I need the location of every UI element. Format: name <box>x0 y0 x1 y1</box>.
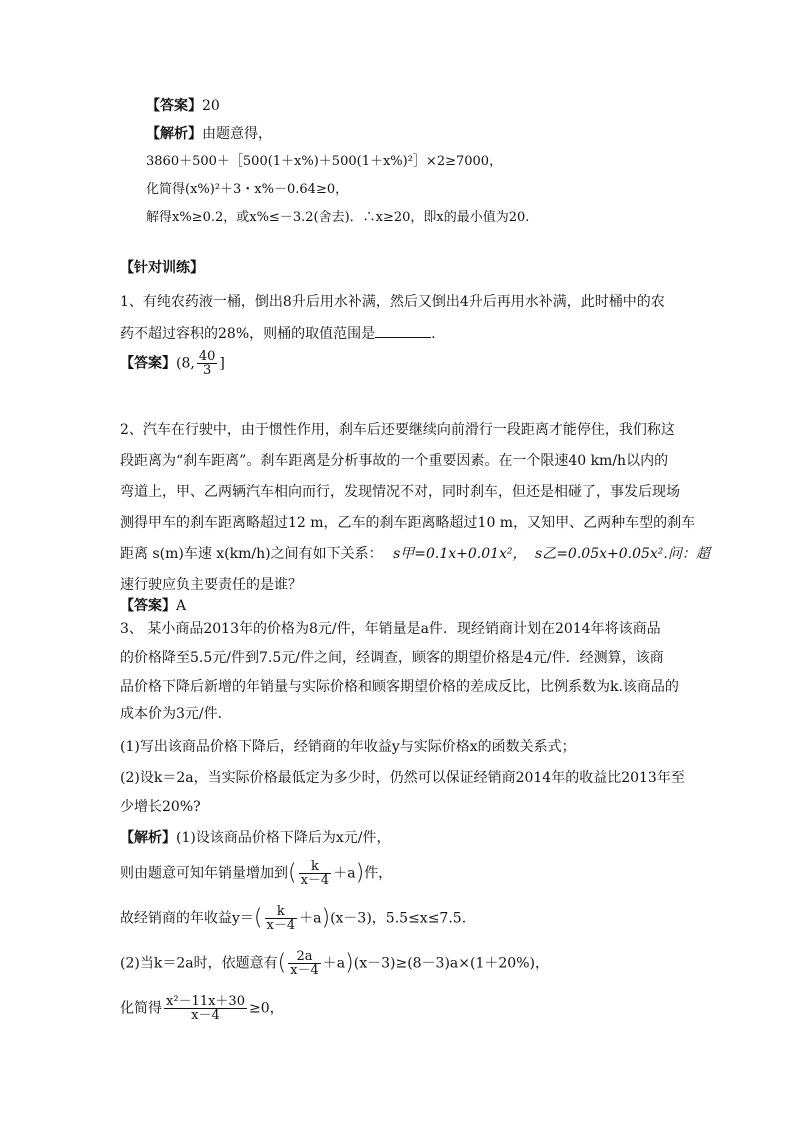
numerator: k <box>299 860 332 874</box>
solution-step-5 <box>120 995 284 1022</box>
question-1-line-1: 1、有纯农药液一桶，倒出8升后用水补满，然后又倒出4升后再用水补满，此时桶中的农 <box>120 294 665 310</box>
fraction-40-3 <box>197 350 218 377</box>
question-3-line-1: 3、 某小商品2013年的价格为8元/件，年销量是a件．现经销商计划在2014年将该商品 <box>120 621 661 637</box>
question-2-line-5 <box>120 544 710 564</box>
answer-blank <box>375 323 431 338</box>
fraction-2a <box>288 950 321 977</box>
denominator: x－4 <box>266 918 296 933</box>
question-1-answer <box>120 350 225 377</box>
answer-tag: 【答案】 <box>120 598 176 614</box>
denominator: x－4 <box>191 1008 220 1023</box>
answer-value: A <box>176 598 187 614</box>
question-3-part-2a: (2)设k＝2a，当实际价格最低定为多少时，仍然可以保证经销商2014年的收益比2013年至 <box>120 770 685 786</box>
equation-2: 化简得(x%)²＋3・x%－0.64≥0， <box>146 182 349 197</box>
question-2-line-3: 弯道上，甲、乙两辆汽车相向而行，发现情况不对，同时刹车，但还是相碰了，事发后现场 <box>120 484 680 500</box>
denominator: 3 <box>202 363 212 378</box>
question-3-line-2: 的价格降至5.5元/件到7.5元/件之间，经调查，顾客的期望价格是4元/件．经测算，该商 <box>120 650 664 666</box>
answer-tag: 【答案】 <box>146 98 202 114</box>
question-2-line-6: 速行驶应负主要责任的是谁？ <box>120 577 302 593</box>
question-3-part-2b: 少增长20%? <box>120 799 201 815</box>
right-paren: ) <box>355 860 365 886</box>
fraction-k <box>265 905 298 932</box>
numerator: k <box>265 905 298 919</box>
denominator: x－4 <box>300 873 330 888</box>
question-1-text: 药不超过容积的28%，则桶的取值范围是 <box>120 326 376 342</box>
question-3-line-3: 品价格下降后新增的年销量与实际价格和顾客期望价格的差成反比，比例系数为k.该商品的 <box>120 679 679 695</box>
question-3-part-1: (1)写出该商品价格下降后，经销商的年收益y与实际价格x的函数关系式； <box>120 739 576 755</box>
equation-1: 3860＋500＋［500(1＋x%)＋500(1＋x%)²］×2≥7000， <box>146 154 503 169</box>
question-2-line-1: 2、汽车在行驶中，由于惯性作用，刹车后还要继续向前滑行一段距离才能停住，我们称这 <box>120 422 675 438</box>
answer-tag: 【答案】 <box>120 355 176 372</box>
period: . <box>431 326 436 342</box>
answer-value: 20 <box>202 98 220 114</box>
question-3-analysis <box>120 828 390 848</box>
analysis-tag: 【解析】 <box>146 126 202 142</box>
solution-step-3 <box>120 905 466 932</box>
left-paren: ( <box>253 905 263 931</box>
plus-a: ＋a <box>333 865 356 882</box>
right-paren: ) <box>321 905 331 931</box>
solution-step-2 <box>120 860 392 887</box>
interval-open: (8, <box>176 355 195 372</box>
fraction-quadratic <box>164 995 247 1022</box>
fraction-k <box>299 860 332 887</box>
equation-3: 解得x%≥0.2，或x%≤－3.2(舍去)．∴x≥20，即x的最小值为20. <box>146 210 530 225</box>
plus-a: ＋a <box>299 910 322 927</box>
solution-step-4 <box>120 950 549 977</box>
right-paren: ) <box>345 950 354 976</box>
numerator: 40 <box>198 349 216 364</box>
step-2-end: 件， <box>364 865 393 882</box>
formula-jia: s甲=0.1x+0.01x²， <box>393 546 527 562</box>
analysis-line-1 <box>146 124 272 144</box>
question-3-line-4: 成本价为3元/件． <box>120 706 232 722</box>
question-2-answer <box>120 596 186 616</box>
step-2-text: 则由题意可知年销量增加到 <box>120 865 288 882</box>
left-paren: ( <box>288 860 297 886</box>
step-4-end: (x－3)≥(8－3)a×(1＋20%)， <box>353 955 549 972</box>
solution-step-1: (1)设该商品价格下降后为x元/件， <box>176 830 391 846</box>
step-3-text: 故经销商的年收益y＝ <box>120 910 254 927</box>
question-1-line-2 <box>120 323 436 344</box>
answer-line-1 <box>146 96 220 116</box>
question-2-line-4: 测得甲车的刹车距离略超过12 m，乙车的刹车距离略超过10 m，又知甲、乙两种车型的刹车 <box>120 515 696 531</box>
step-5-text: 化简得 <box>120 1000 162 1017</box>
numerator: x²－11x＋30 <box>166 994 245 1009</box>
section-title: 【针对训练】 <box>120 260 204 276</box>
plus-a: ＋a <box>322 955 346 972</box>
left-paren: ( <box>277 950 287 976</box>
step-5-end: ≥0， <box>248 1000 284 1017</box>
denominator: x－4 <box>290 963 319 978</box>
analysis-tag: 【解析】 <box>120 830 176 846</box>
relation-text: 距离 s(m)车速 x(km/h)之间有如下关系： <box>120 546 383 562</box>
step-4-text: (2)当k＝2a时，依题意有 <box>120 955 278 972</box>
analysis-text: 由题意得， <box>202 126 272 142</box>
formula-yi: s乙=0.05x+0.05x².问：超 <box>535 546 710 562</box>
step-3-end: (x－3)，5.5≤x≤7.5. <box>330 910 467 927</box>
question-2-line-2: 段距离为“刹车距离”。刹车距离是分析事故的一个重要因素。在一个限速40 km/h以内的 <box>120 453 669 469</box>
interval-close: ] <box>219 355 225 372</box>
numerator: 2a <box>288 950 321 964</box>
